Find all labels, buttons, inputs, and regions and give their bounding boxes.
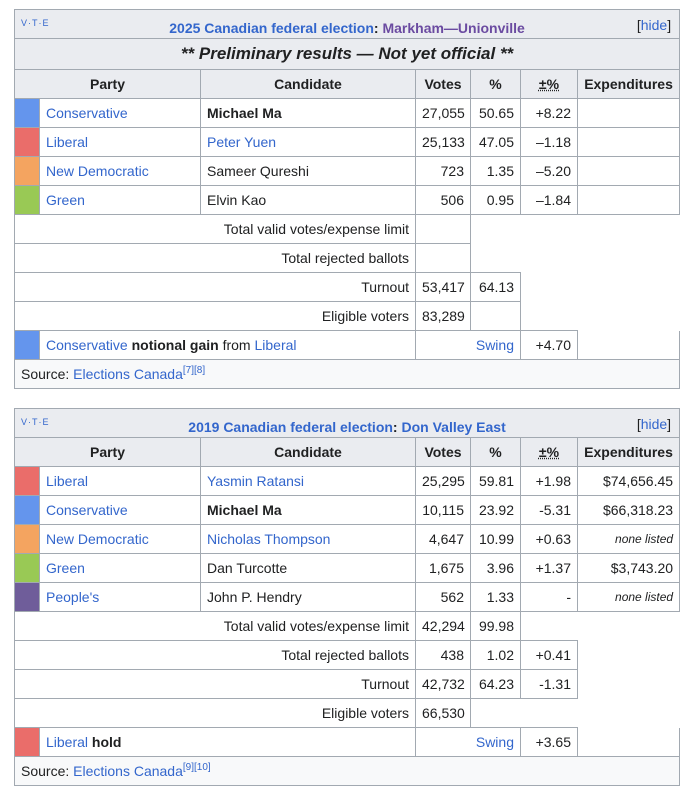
hold-row: Liberal hold Swing +3.65 — [15, 728, 680, 757]
candidate-name: Michael Ma — [201, 99, 416, 128]
votes-cell: 66,530 — [416, 699, 471, 728]
preliminary-note: ** Preliminary results — Not yet official ** — [15, 39, 680, 70]
pct-cell: 3.96 — [471, 554, 521, 583]
expenditures-cell: $3,743.20 — [578, 554, 680, 583]
candidate-name: Elvin Kao — [201, 186, 416, 215]
source-note: Source: Elections Canada[9][10] — [15, 757, 680, 786]
candidate-link[interactable]: Nicholas Thompson — [207, 531, 331, 547]
votes-cell — [416, 244, 471, 273]
party-color-swatch — [15, 99, 40, 128]
votes-cell: 10,115 — [416, 496, 471, 525]
header-candidate: Candidate — [201, 438, 416, 467]
party-link[interactable]: Liberal — [46, 734, 89, 750]
table-row — [15, 157, 680, 186]
pct-cell: 47.05 — [471, 128, 521, 157]
party-link[interactable]: New Democratic — [46, 531, 149, 547]
swing-link[interactable]: Swing — [475, 734, 514, 750]
party-link[interactable]: Green — [46, 192, 85, 208]
totals-row — [15, 641, 680, 670]
totals-label: Turnout — [15, 273, 416, 302]
change-cell: +0.63 — [521, 525, 578, 554]
swing-link[interactable]: Swing — [475, 337, 514, 353]
candidate-name: Michael Ma — [201, 496, 416, 525]
candidate-name: Sameer Qureshi — [201, 157, 416, 186]
table-row — [15, 554, 680, 583]
pct-cell: 64.23 — [471, 670, 521, 699]
party-color-swatch — [15, 331, 40, 360]
table-row — [15, 467, 680, 496]
gain-row: Conservative notional gain from Liberal Swing +4.70 — [15, 331, 680, 360]
party-color-swatch — [15, 157, 40, 186]
expenditures-cell: none listed — [578, 583, 680, 612]
candidate-link[interactable]: Yasmin Ratansi — [207, 473, 305, 489]
table-row — [15, 583, 680, 612]
party-link[interactable]: Liberal — [46, 134, 89, 150]
votes-cell: 506 — [416, 186, 471, 215]
change-cell: +8.22 — [521, 99, 578, 128]
change-cell: +1.37 — [521, 554, 578, 583]
change-cell: -5.31 — [521, 496, 578, 525]
table-row — [15, 99, 680, 128]
party-color-swatch — [15, 583, 40, 612]
expenditures-cell: none listed — [578, 525, 680, 554]
expenditures-cell — [578, 186, 680, 215]
header-expenditures: Expenditures — [578, 438, 680, 467]
party-color-swatch — [15, 728, 40, 757]
pct-cell: 64.13 — [471, 273, 521, 302]
party-color-swatch — [15, 128, 40, 157]
party-color-swatch — [15, 525, 40, 554]
party-link[interactable]: Liberal — [254, 337, 297, 353]
pct-cell: 10.99 — [471, 525, 521, 554]
header-expenditures: Expenditures — [578, 70, 680, 99]
header-party: Party — [15, 438, 201, 467]
party-color-swatch — [15, 467, 40, 496]
votes-cell — [416, 215, 471, 244]
swing-value: +3.65 — [521, 728, 578, 757]
candidate-link[interactable]: Peter Yuen — [207, 134, 277, 150]
change-cell: -1.31 — [521, 670, 578, 699]
votes-cell: 723 — [416, 157, 471, 186]
totals-label: Eligible voters — [15, 302, 416, 331]
header-votes: Votes — [416, 438, 471, 467]
table-row — [15, 186, 680, 215]
pct-cell: 59.81 — [471, 467, 521, 496]
swing-value: +4.70 — [521, 331, 578, 360]
party-link[interactable]: Liberal — [46, 473, 89, 489]
party-link[interactable]: Green — [46, 560, 85, 576]
totals-label: Total rejected ballots — [15, 641, 416, 670]
pct-cell: 1.35 — [471, 157, 521, 186]
election-link[interactable]: 2019 Canadian federal election — [188, 418, 393, 435]
change-cell: - — [521, 583, 578, 612]
totals-label: Total valid votes/expense limit — [15, 215, 416, 244]
votes-cell: 438 — [416, 641, 471, 670]
votes-cell: 42,294 — [416, 612, 471, 641]
change-cell: –1.18 — [521, 128, 578, 157]
change-cell: +0.41 — [521, 641, 578, 670]
reference-links[interactable]: [9][10] — [182, 762, 211, 773]
election-box-2019 — [14, 408, 679, 786]
change-cell: –1.84 — [521, 186, 578, 215]
totals-label: Eligible voters — [15, 699, 416, 728]
vte-links[interactable]: V·T·E — [21, 18, 50, 28]
votes-cell: 27,055 — [416, 99, 471, 128]
election-box-2025 — [14, 9, 679, 389]
table-caption: V·T·E 2025 Canadian federal election: Markham—Unionville [hide] — [15, 10, 680, 39]
table-row — [15, 128, 680, 157]
candidate-name: Dan Turcotte — [201, 554, 416, 583]
party-link[interactable]: People's — [46, 589, 100, 605]
change-cell: –5.20 — [521, 157, 578, 186]
votes-cell: 42,732 — [416, 670, 471, 699]
totals-label: Turnout — [15, 670, 416, 699]
votes-cell: 53,417 — [416, 273, 471, 302]
vte-links[interactable]: V·T·E — [21, 417, 50, 427]
votes-cell: 25,295 — [416, 467, 471, 496]
riding-link[interactable]: Don Valley East — [401, 418, 506, 435]
election-link[interactable]: 2025 Canadian federal election — [169, 19, 374, 36]
header-party: Party — [15, 70, 201, 99]
header-change: ±% — [521, 438, 578, 467]
table-row — [15, 496, 680, 525]
expenditures-cell: $74,656.45 — [578, 467, 680, 496]
totals-row — [15, 273, 680, 302]
votes-cell: 4,647 — [416, 525, 471, 554]
votes-cell: 25,133 — [416, 128, 471, 157]
change-cell: +1.98 — [521, 467, 578, 496]
party-link[interactable]: Conservative — [46, 502, 128, 518]
party-link[interactable]: New Democratic — [46, 163, 149, 179]
header-pct: % — [471, 70, 521, 99]
totals-row — [15, 612, 680, 641]
totals-row — [15, 699, 680, 728]
pct-cell: 1.33 — [471, 583, 521, 612]
votes-cell: 562 — [416, 583, 471, 612]
riding-link[interactable]: Markham—Unionville — [382, 19, 525, 36]
totals-row — [15, 215, 680, 244]
candidate-name: John P. Hendry — [201, 583, 416, 612]
expenditures-cell: $66,318.23 — [578, 496, 680, 525]
source-note: Source: Elections Canada[7][8] — [15, 360, 680, 389]
hide-toggle[interactable]: [hide] — [636, 416, 672, 432]
expenditures-cell — [578, 157, 680, 186]
totals-label: Total rejected ballots — [15, 244, 416, 273]
party-color-swatch — [15, 186, 40, 215]
source-link[interactable]: Elections Canada — [73, 763, 183, 779]
expenditures-cell — [578, 99, 680, 128]
reference-links[interactable]: [7][8] — [182, 365, 206, 376]
pct-cell: 0.95 — [471, 186, 521, 215]
header-votes: Votes — [416, 70, 471, 99]
votes-cell: 1,675 — [416, 554, 471, 583]
expenditures-cell — [578, 128, 680, 157]
totals-label: Total valid votes/expense limit — [15, 612, 416, 641]
header-change: ±% — [521, 70, 578, 99]
pct-cell: 23.92 — [471, 496, 521, 525]
party-color-swatch — [15, 554, 40, 583]
pct-cell: 99.98 — [471, 612, 521, 641]
pct-cell: 50.65 — [471, 99, 521, 128]
hide-toggle[interactable]: [hide] — [636, 17, 672, 33]
results-table-2019 — [14, 408, 680, 786]
table-caption: V·T·E 2019 Canadian federal election: Don Valley East [hide] — [15, 409, 680, 438]
header-pct: % — [471, 438, 521, 467]
party-color-swatch — [15, 496, 40, 525]
header-candidate: Candidate — [201, 70, 416, 99]
table-row — [15, 525, 680, 554]
pct-cell: 1.02 — [471, 641, 521, 670]
results-table-2025 — [14, 9, 680, 389]
votes-cell: 83,289 — [416, 302, 471, 331]
party-link[interactable]: Conservative — [46, 337, 128, 353]
party-link[interactable]: Conservative — [46, 105, 128, 121]
source-link[interactable]: Elections Canada — [73, 366, 183, 382]
